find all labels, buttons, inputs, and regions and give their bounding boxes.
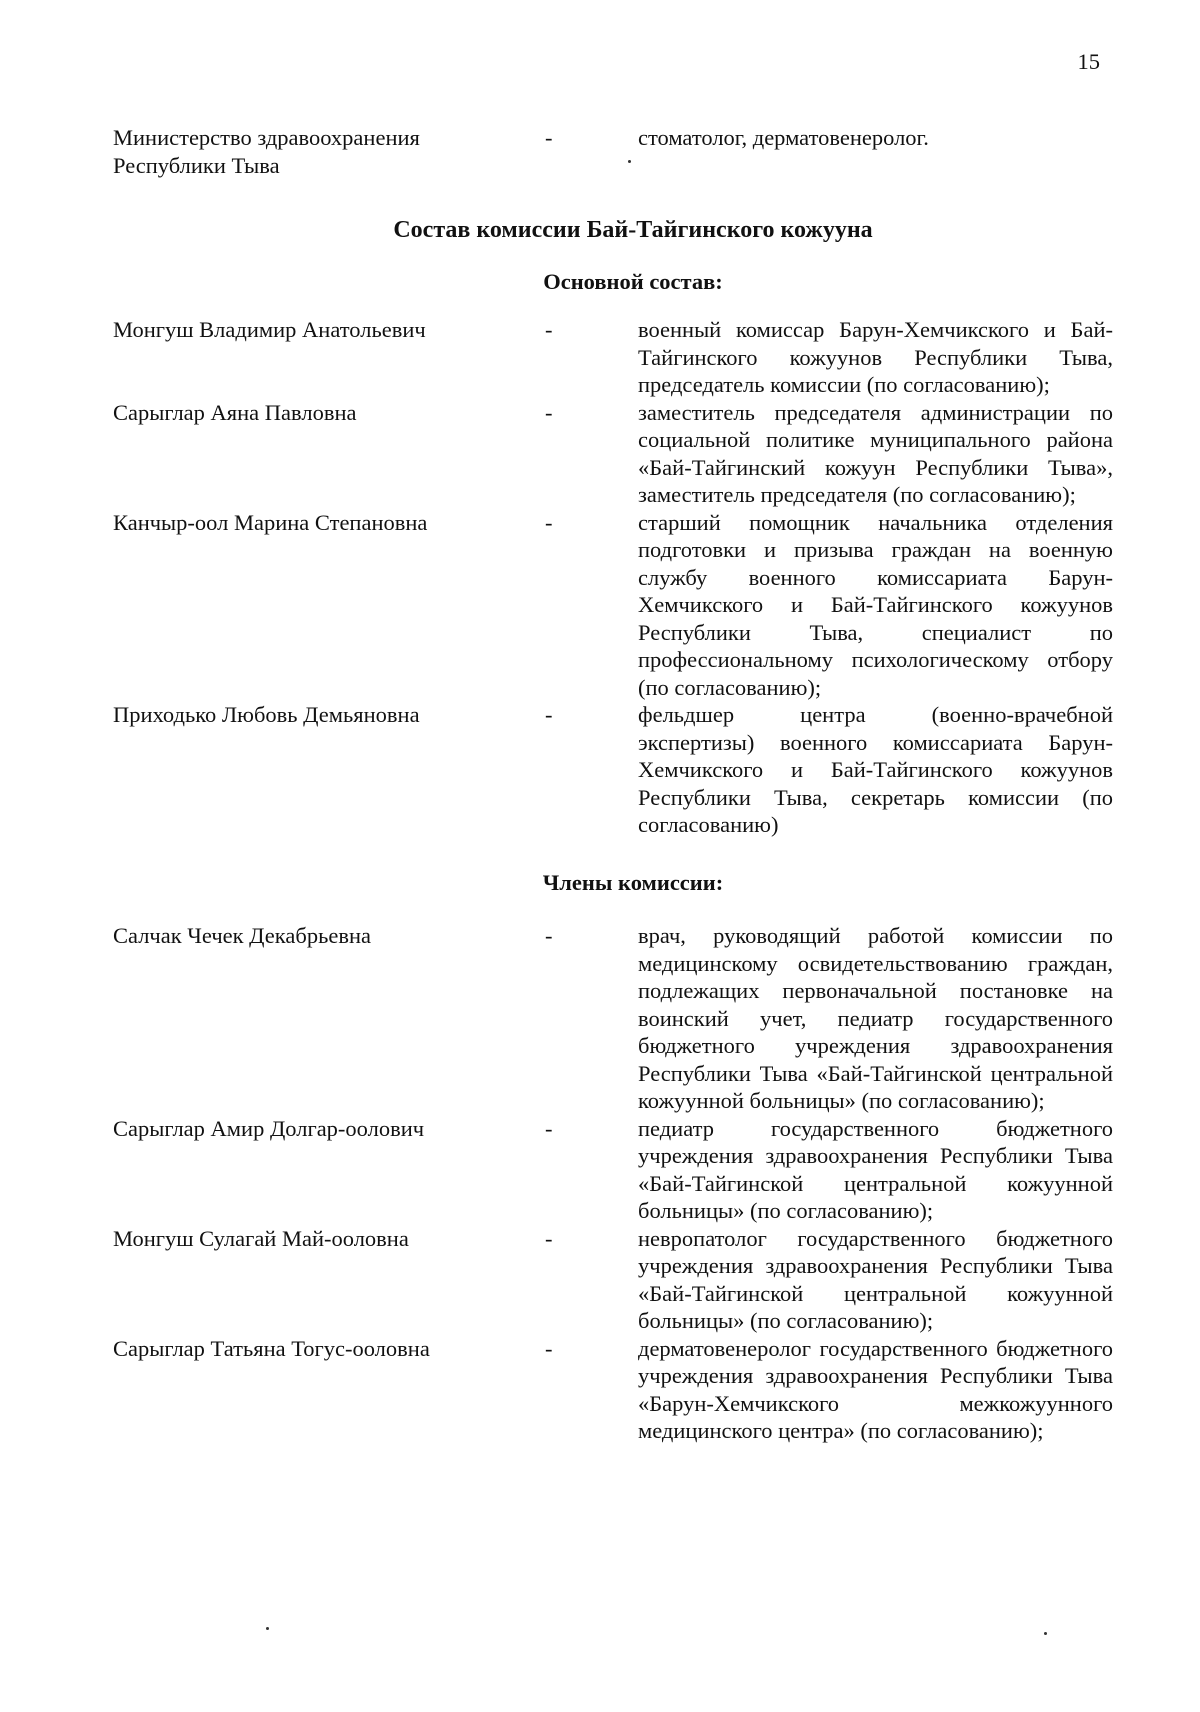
member-name: Сарыглар Амир Долгар-оолович (113, 1115, 425, 1141)
main-composition-heading: Основной состав: (543, 268, 723, 294)
scan-speck (628, 160, 631, 163)
member-position: невропатолог государственного бюджетного учреждения здравоохранения Республики Тыва «Бай-Тайгинской центральной кожуунной больницы» (по согласованию); (638, 1225, 1113, 1333)
member-name: Сарыглар Татьяна Тогус-ооловна (113, 1335, 430, 1361)
member-dash: - (545, 317, 553, 342)
commission-title: Состав комиссии Бай-Тайгинского кожууна (393, 217, 873, 243)
member-row (113, 701, 1113, 839)
ministry-dash: - (545, 125, 553, 150)
member-position: заместитель председателя администрации по социальной политике муниципального района «Бай-Тайгинский кожуун Республики Тыва», заместитель председателя (по согласованию); (638, 399, 1113, 507)
member-dash: - (545, 702, 553, 727)
member-position: педиатр государственного бюджетного учреждения здравоохранения Республики Тыва «Бай-Тайгинской центральной кожуунной больницы» (по согласованию); (638, 1115, 1113, 1223)
member-row (113, 1225, 1113, 1335)
ministry-name: Министерство здравоохранения Республики Тыва (113, 125, 420, 178)
member-dash: - (545, 923, 553, 948)
member-position: старший помощник начальника отделения подготовки и призыва граждан на военную службу военного комиссариата Барун-Хемчикского и Бай-Тайгинского кожуунов Республики Тыва, специалист по профессиональному психологическому отбору (по согласованию); (638, 509, 1113, 700)
member-dash: - (545, 509, 553, 535)
member-row (113, 1115, 1113, 1225)
member-dash: - (545, 1225, 553, 1251)
scan-speck (1044, 1632, 1047, 1635)
member-dash: - (545, 1335, 553, 1361)
member-row (113, 316, 1113, 399)
member-name: Приходько Любовь Демьяновна (113, 702, 420, 727)
member-position: военный комиссар Барун-Хемчикского и Бай-Тайгинского кожуунов Республики Тыва, председатель комиссии (по согласованию); (638, 317, 1113, 397)
member-row (113, 509, 1113, 702)
document-body (113, 124, 1113, 1445)
member-name: Салчак Чечек Декабрьевна (113, 923, 371, 948)
member-name: Сарыглар Аяна Павловна (113, 399, 357, 425)
member-position: врач, руководящий работой комиссии по медицинскому освидетельствованию граждан, подлежащих первоначальной постановке на воинский учет, педиатр государственного бюджетного учреждения здравоохранения Республики Тыва «Бай-Тайгинской центральной кожуунной больницы» (по согласованию); (638, 923, 1113, 1113)
member-name: Монгуш Владимир Анатольевич (113, 317, 426, 342)
member-dash: - (545, 1115, 553, 1141)
member-position: дерматовенеролог государственного бюджетного учреждения здравоохранения Республики Тыва «Барун-Хемчикского межкожуунного медицинского центра» (по согласованию); (638, 1335, 1113, 1443)
page-number: 15 (1077, 49, 1100, 74)
scan-speck (266, 1627, 269, 1630)
ministry-desc: стоматолог, дерматовенеролог. (638, 125, 929, 150)
ministry-row (113, 124, 1113, 179)
member-row (113, 399, 1113, 509)
commission-members-list (113, 922, 1113, 1445)
member-name: Монгуш Сулагай Май-ооловна (113, 1225, 409, 1251)
member-dash: - (545, 399, 553, 425)
member-row (113, 922, 1113, 1115)
member-name: Канчыр-оол Марина Степановна (113, 509, 428, 535)
member-row (113, 1335, 1113, 1445)
commission-members-heading: Члены комиссии: (542, 869, 724, 895)
member-position: фельдшер центра (военно-врачебной экспертизы) военного комиссариата Барун-Хемчикского и Бай-Тайгинского кожуунов Республики Тыва, секретарь комиссии (по согласованию) (638, 702, 1113, 837)
main-members-list (113, 316, 1113, 839)
